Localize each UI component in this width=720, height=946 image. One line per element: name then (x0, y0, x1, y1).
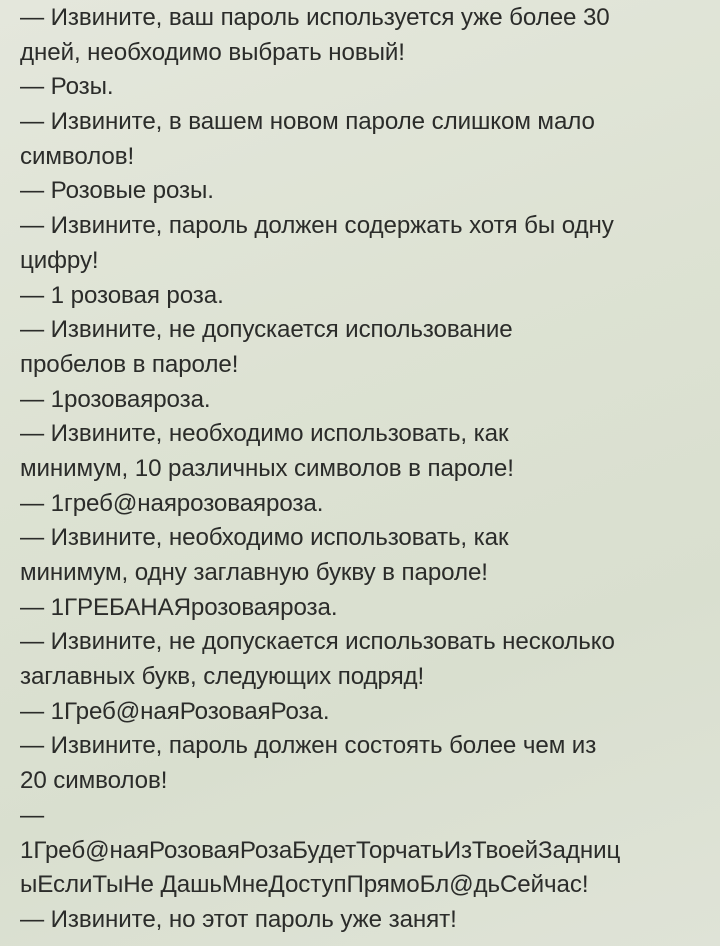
dialog-line: ыЕслиТыНе ДашьМнеДоступПрямоБл@дьСейчас! (20, 871, 589, 899)
dialog-line: — 1розоваяроза. (20, 385, 211, 413)
dialog-line: минимум, одну заглавную букву в пароле! (20, 559, 488, 586)
dialog-line: — Розовые розы. (20, 177, 214, 205)
dialog-line: — Извините, пароль должен содержать хотя бы одну (20, 212, 614, 240)
dialog-line: символов! (20, 142, 135, 170)
dialog-line: — Извините, не допускается использовать несколько (20, 628, 615, 656)
dialog-line: — Извините, не допускается использование (20, 316, 513, 344)
dialog-line: — 1греб@наярозоваяроза. (20, 489, 324, 517)
dialog-line: цифру! (20, 246, 99, 274)
dialog-line: — 1Греб@наяРозоваяРоза. (20, 697, 330, 725)
dialog-line: — Извините, пароль должен состоять более чем из (20, 732, 597, 760)
dialog-line: — (20, 801, 45, 829)
dialog-line: — Извините, ваш пароль используется уже более 30 (20, 4, 610, 31)
dialog-line: — Извините, необходимо использовать, как (20, 420, 509, 448)
dialog-line: — Извините, но этот пароль уже занят! (20, 905, 457, 933)
dialog-line: пробелов в пароле! (20, 350, 239, 378)
dialog-line: заглавных букв, следующих подряд! (20, 663, 425, 691)
dialog-line: дней, необходимо выбрать новый! (20, 38, 405, 66)
dialog-line: — Извините, необходимо использовать, как (20, 524, 509, 552)
dialog-line: — 1ГРЕБАНАЯрозоваяроза. (20, 593, 338, 621)
dialog-line: 20 символов! (20, 767, 168, 795)
dialog-line: — 1 розовая роза. (20, 281, 224, 309)
dialog-text (20, 1, 720, 938)
dialog-line: минимум, 10 различных символов в пароле! (20, 454, 514, 482)
dialog-line: — Извините, в вашем новом пароле слишком мало (20, 108, 595, 136)
dialog-line: — Розы. (20, 73, 114, 101)
dialog-line: 1Греб@наяРозоваяРозаБудетТорчатьИзТвоейЗадниц (20, 836, 621, 864)
